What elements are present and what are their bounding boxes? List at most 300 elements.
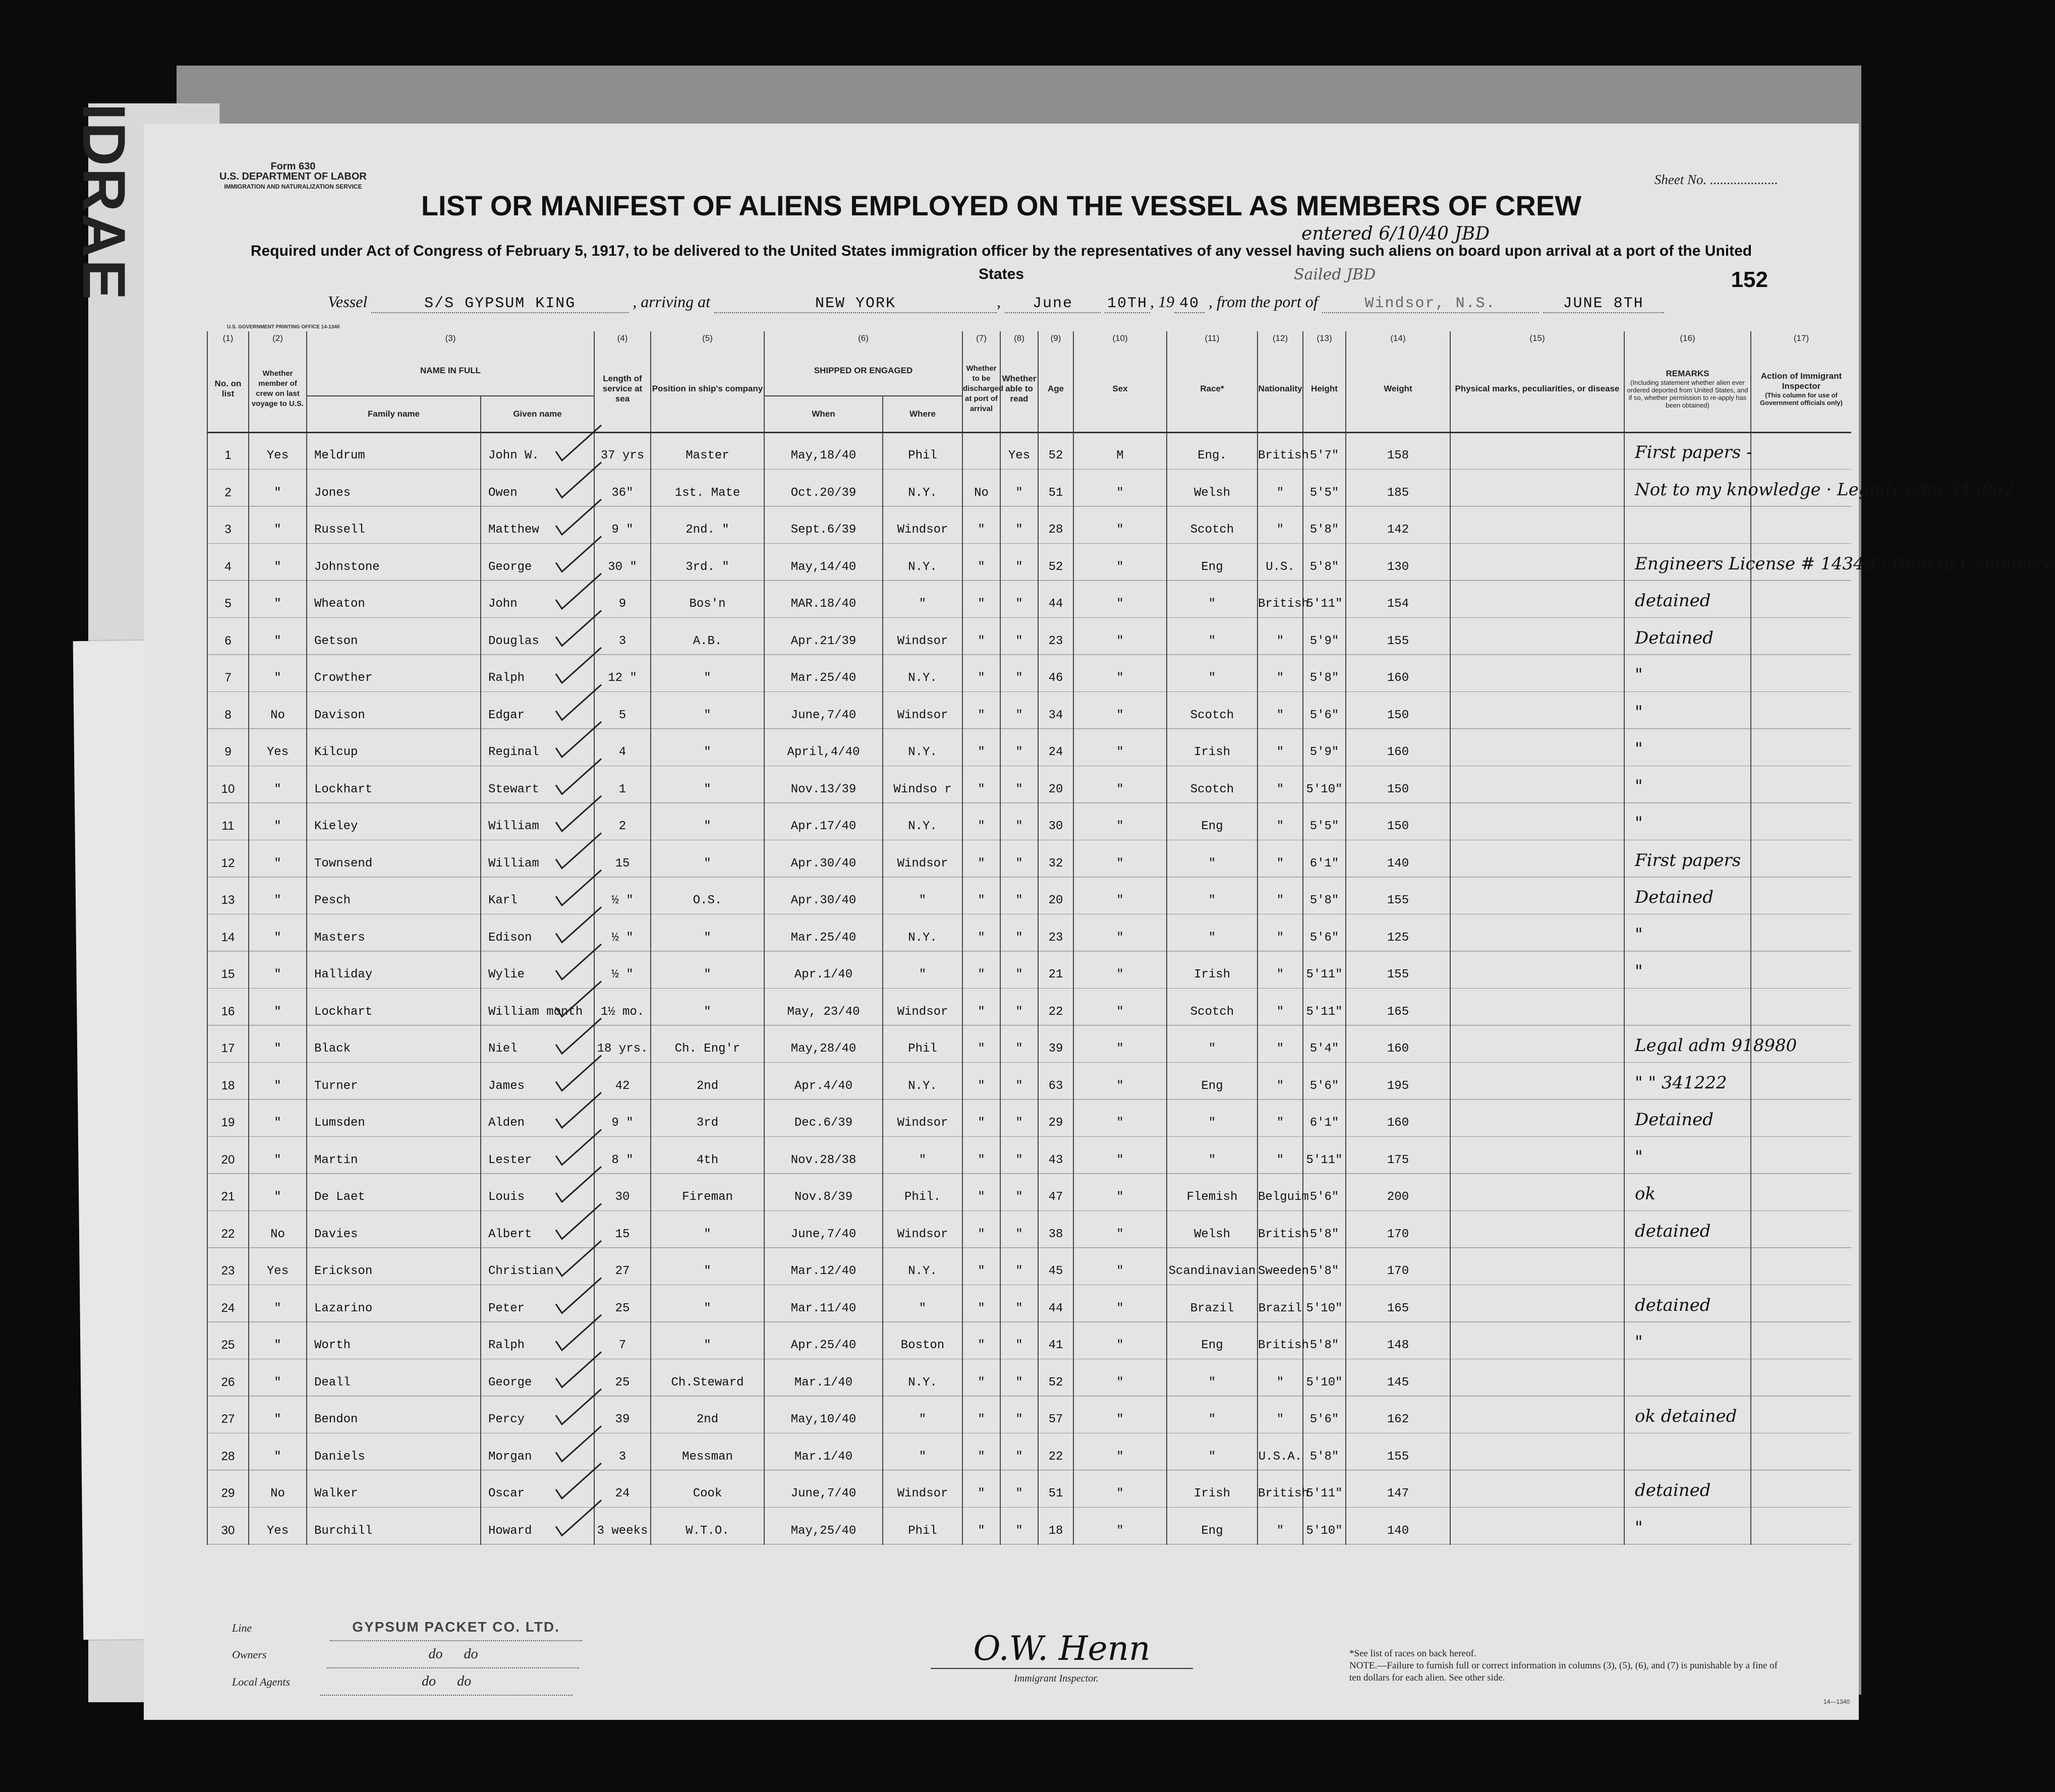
previous-voyage: " [249,1100,307,1137]
weight: 154 [1346,581,1450,618]
position: 2nd [651,1397,764,1434]
length-of-service: 36" [594,470,651,507]
height: 5'8" [1303,655,1346,692]
from-port: Windsor, N.S. [1322,295,1539,313]
age: 39 [1038,1026,1073,1063]
sex: " [1073,1322,1167,1360]
table-row [207,581,1851,618]
family-name: Wheaton [307,581,481,618]
remarks: " [1624,692,1751,729]
race: Eng. [1167,433,1258,470]
discharged: " [962,766,1000,803]
able-to-read: " [1000,655,1038,692]
row-number: 28 [207,1433,249,1471]
discharged: " [962,618,1000,655]
position: Ch. Eng'r [651,1026,764,1063]
family-name: Martin [307,1137,481,1174]
race: Brazil [1167,1285,1258,1322]
able-to-read: " [1000,766,1038,803]
weight: 195 [1346,1063,1450,1100]
sex: " [1073,1026,1167,1063]
remarks: detained [1624,1471,1751,1508]
row-number: 6 [207,618,249,655]
age: 30 [1038,803,1073,841]
height: 6'1" [1303,840,1346,878]
previous-voyage: " [249,989,307,1026]
inspector-action [1751,989,1851,1026]
length-of-service: 39 [594,1397,651,1434]
height: 5'7" [1303,433,1346,470]
inspector-action [1751,1433,1851,1471]
inspector-action [1751,1100,1851,1137]
table-row [207,1063,1851,1100]
engaged-where: " [883,952,962,989]
row-number: 18 [207,1063,249,1100]
given-name: Reginal [481,729,594,767]
height: 5'8" [1303,1433,1346,1471]
family-name: Bendon [307,1397,481,1434]
agents-value: do do [320,1668,573,1696]
height: 5'11" [1303,581,1346,618]
engaged-when: Mar.11/40 [764,1285,883,1322]
length-of-service: 1 [594,766,651,803]
position: Messman [651,1433,764,1471]
able-to-read: " [1000,1433,1038,1471]
discharged: " [962,1359,1000,1397]
inspector-action [1751,1397,1851,1434]
family-name: Erickson [307,1248,481,1286]
remarks: " [1624,729,1751,767]
col-num: (13) [1303,331,1346,345]
engaged-where: N.Y. [883,729,962,767]
nationality: " [1258,1026,1303,1063]
header-length-service: Length of service at sea [594,345,651,433]
length-of-service: 9 " [594,1100,651,1137]
race: Eng [1167,1063,1258,1100]
previous-voyage: " [249,840,307,878]
length-of-service: 3 [594,618,651,655]
family-name: Crowther [307,655,481,692]
column-number-row [207,331,1851,345]
height: 5'6" [1303,914,1346,952]
position: 1st. Mate [651,470,764,507]
header-member-last-voyage: Whether member of crew on last voyage to U.S. [249,345,307,433]
remarks: " [1624,952,1751,989]
table-row [207,803,1851,841]
header-name-in-full: NAME IN FULL [307,345,594,396]
position: " [651,655,764,692]
position: " [651,692,764,729]
position: " [651,952,764,989]
remarks: Not to my knowledge · Legally adm 345962 [1624,470,1751,507]
physical-marks [1450,1100,1624,1137]
engaged-where: N.Y. [883,1359,962,1397]
vessel-line: Vessel S/S GYPSUM KING , arriving at NEW YORK , June 10TH , 19 40 , from the port of Windsor, N.S. JUNE 8TH [328,293,1664,313]
form-number: Form 630 [270,161,316,172]
family-name: Pesch [307,878,481,915]
table-row [207,1433,1851,1471]
inspector-action [1751,1285,1851,1322]
previous-voyage: " [249,952,307,989]
nationality: British [1258,433,1303,470]
remarks: " [1624,914,1751,952]
position: Cook [651,1471,764,1508]
inspector-action [1751,1248,1851,1286]
row-number: 11 [207,803,249,841]
row-number: 27 [207,1397,249,1434]
engaged-where: Boston [883,1322,962,1360]
race: Welsh [1167,1211,1258,1248]
row-number: 22 [207,1211,249,1248]
nationality: " [1258,840,1303,878]
nationality: " [1258,914,1303,952]
discharged: " [962,1137,1000,1174]
nationality: " [1258,1359,1303,1397]
height: 6'1" [1303,1100,1346,1137]
remarks: " [1624,655,1751,692]
nationality: " [1258,1100,1303,1137]
age: 23 [1038,914,1073,952]
col-num: (11) [1167,331,1258,345]
engaged-when: Oct.20/39 [764,470,883,507]
physical-marks [1450,952,1624,989]
vessel-name: S/S GYPSUM KING [371,295,629,313]
length-of-service: 9 [594,581,651,618]
race: Scotch [1167,692,1258,729]
family-name: Black [307,1026,481,1063]
race: Welsh [1167,470,1258,507]
header-position: Position in ship's company [651,345,764,433]
remarks: " [1624,803,1751,841]
nationality: " [1258,1137,1303,1174]
physical-marks [1450,1471,1624,1508]
agents-field: Local Agents do do [232,1668,582,1696]
nationality: U.S. [1258,544,1303,581]
engaged-where: Windso r [883,766,962,803]
given-name: William month [481,989,594,1026]
inspector-action [1751,433,1851,470]
sex: " [1073,1248,1167,1286]
row-number: 2 [207,470,249,507]
race: " [1167,1359,1258,1397]
table-row [207,1508,1851,1545]
given-name: Ralph [481,655,594,692]
length-of-service: 8 " [594,1137,651,1174]
remarks: Detained [1624,618,1751,655]
given-name: Alden [481,1100,594,1137]
race: Scandinavian [1167,1248,1258,1286]
race: Eng [1167,544,1258,581]
able-to-read: " [1000,544,1038,581]
nationality: " [1258,1397,1303,1434]
col-num: (8) [1000,331,1038,345]
engaged-when: May, 23/40 [764,989,883,1026]
row-number: 10 [207,766,249,803]
engaged-where: Windsor [883,692,962,729]
length-of-service: 7 [594,1322,651,1360]
position: 2nd. " [651,507,764,544]
position: " [651,1248,764,1286]
nationality: U.S.A. [1258,1433,1303,1471]
given-name: Niel [481,1026,594,1063]
previous-voyage: " [249,766,307,803]
engaged-where: N.Y. [883,655,962,692]
row-number: 13 [207,878,249,915]
nationality: " [1258,507,1303,544]
height: 5'6" [1303,1397,1346,1434]
previous-voyage: " [249,1322,307,1360]
sex: " [1073,766,1167,803]
weight: 185 [1346,470,1450,507]
engaged-when: Mar.12/40 [764,1248,883,1286]
previous-voyage: " [249,1063,307,1100]
nationality: " [1258,470,1303,507]
footnote-fine: NOTE.—Failure to furnish full or correct information in columns (3), (5), (6), and (7) is punishable by a fine of ten dollars for each alien. See other side. [1349,1660,1778,1683]
table-row [207,1285,1851,1322]
page-subtitle: Required under Act of Congress of February 5, 1917, to be delivered to the United States immigration officer by the representatives of any vessel having such aliens on board upon arrival at a port of the United States [250,243,1752,282]
able-to-read: " [1000,952,1038,989]
race: Eng [1167,803,1258,841]
previous-voyage: " [249,914,307,952]
sex: " [1073,618,1167,655]
race: " [1167,1100,1258,1137]
sex: " [1073,1397,1167,1434]
remarks: " " 341222 [1624,1063,1751,1100]
weight: 165 [1346,1285,1450,1322]
remarks: " [1624,1508,1751,1545]
discharged: " [962,1397,1000,1434]
age: 52 [1038,433,1073,470]
remarks [1624,1248,1751,1286]
sex: " [1073,952,1167,989]
age: 22 [1038,989,1073,1026]
position: " [651,989,764,1026]
engaged-when: Mar.25/40 [764,655,883,692]
form-header [219,161,367,192]
discharged: " [962,1471,1000,1508]
engaged-where: Windsor [883,1471,962,1508]
arrival-day: 10TH [1105,295,1150,313]
height: 5'8" [1303,1322,1346,1360]
discharged: " [962,507,1000,544]
engaged-when: May,10/40 [764,1397,883,1434]
given-name: George [481,544,594,581]
nationality: Sweeden [1258,1248,1303,1286]
weight: 150 [1346,692,1450,729]
sex: " [1073,1285,1167,1322]
discharged: " [962,692,1000,729]
arriving-label: , arriving at [633,293,710,311]
length-of-service: 4 [594,729,651,767]
col-num: (3) [307,331,594,345]
length-of-service: 1½ mo. [594,989,651,1026]
able-to-read: " [1000,507,1038,544]
position: 2nd [651,1063,764,1100]
family-name: Masters [307,914,481,952]
length-of-service: 25 [594,1359,651,1397]
position: Bos'n [651,581,764,618]
race: Irish [1167,952,1258,989]
length-of-service: ½ " [594,914,651,952]
family-name: Lockhart [307,766,481,803]
remarks [1624,1433,1751,1471]
physical-marks [1450,1174,1624,1211]
discharged: " [962,655,1000,692]
table-row [207,729,1851,767]
department: U.S. DEPARTMENT OF LABOR [219,171,367,182]
table-row [207,618,1851,655]
discharged: " [962,1322,1000,1360]
action-title: Action of Immigrant Inspector [1760,371,1842,391]
family-name: Lockhart [307,989,481,1026]
header-discharged: Whether to be discharged at port of arrival [962,345,1000,433]
physical-marks [1450,581,1624,618]
remarks: ok [1624,1174,1751,1211]
col-num: (17) [1751,331,1851,345]
able-to-read: " [1000,840,1038,878]
col-num: (4) [594,331,651,345]
table-row [207,878,1851,915]
physical-marks [1450,1248,1624,1286]
col-num: (12) [1258,331,1303,345]
physical-marks [1450,729,1624,767]
able-to-read: " [1000,1397,1038,1434]
engaged-where: N.Y. [883,1063,962,1100]
age: 34 [1038,692,1073,729]
page-title: LIST OR MANIFEST OF ALIENS EMPLOYED ON THE VESSEL AS MEMBERS OF CREW [421,190,1582,221]
engaged-where: Windsor [883,840,962,878]
physical-marks [1450,655,1624,692]
nationality: " [1258,655,1303,692]
header-nationality: Nationality [1258,345,1303,433]
sheet-number-label: Sheet No. .................... [1654,172,1778,187]
inspector-action [1751,692,1851,729]
col-num: (15) [1450,331,1624,345]
previous-voyage: Yes [249,729,307,767]
able-to-read: " [1000,729,1038,767]
row-number: 26 [207,1359,249,1397]
engaged-where: Windsor [883,507,962,544]
table-row [207,1397,1851,1434]
given-name: Stewart [481,766,594,803]
sex: " [1073,1137,1167,1174]
inspector-action [1751,878,1851,915]
previous-voyage: " [249,618,307,655]
physical-marks [1450,433,1624,470]
engaged-where: Windsor [883,1100,962,1137]
col-num: (7) [962,331,1000,345]
position: 4th [651,1137,764,1174]
position: " [651,1211,764,1248]
sex: " [1073,803,1167,841]
header-remarks [1624,345,1751,433]
physical-marks [1450,840,1624,878]
physical-marks [1450,1285,1624,1322]
discharged: " [962,989,1000,1026]
height: 5'10" [1303,1359,1346,1397]
row-number: 21 [207,1174,249,1211]
physical-marks [1450,914,1624,952]
nationality: British [1258,581,1303,618]
height: 5'11" [1303,1471,1346,1508]
given-name: Percy [481,1397,594,1434]
engaged-where: " [883,1433,962,1471]
engaged-when: Nov.28/38 [764,1137,883,1174]
engaged-where: N.Y. [883,914,962,952]
sex: " [1073,1433,1167,1471]
physical-marks [1450,470,1624,507]
remarks: " [1624,766,1751,803]
engaged-when: Apr.4/40 [764,1063,883,1100]
sex: " [1073,1508,1167,1545]
row-number: 12 [207,840,249,878]
remarks: Engineers License # 143495 Dept of Commerce [1624,544,1751,581]
discharged: " [962,878,1000,915]
header-race: Race* [1167,345,1258,433]
row-number: 30 [207,1508,249,1545]
given-name: Lester [481,1137,594,1174]
row-number: 5 [207,581,249,618]
height: 5'11" [1303,989,1346,1026]
physical-marks [1450,1359,1624,1397]
able-to-read: " [1000,1211,1038,1248]
header-weight: Weight [1346,345,1450,433]
physical-marks [1450,1397,1624,1434]
previous-voyage: " [249,1397,307,1434]
physical-marks [1450,766,1624,803]
engaged-when: MAR.18/40 [764,581,883,618]
length-of-service: 24 [594,1471,651,1508]
row-number: 14 [207,914,249,952]
remarks-title: REMARKS [1666,368,1709,378]
remarks: Legal adm 918980 [1624,1026,1751,1063]
given-name: George [481,1359,594,1397]
previous-voyage: Yes [249,1508,307,1545]
position: W.T.O. [651,1508,764,1545]
weight: 160 [1346,1100,1450,1137]
header-height: Height [1303,345,1346,433]
length-of-service: 5 [594,692,651,729]
row-number: 4 [207,544,249,581]
physical-marks [1450,1322,1624,1360]
vessel-label: Vessel [328,293,368,311]
weight: 160 [1346,1026,1450,1063]
weight: 175 [1346,1137,1450,1174]
able-to-read: " [1000,1471,1038,1508]
previous-voyage: No [249,1211,307,1248]
sex: " [1073,581,1167,618]
engaged-when: May,18/40 [764,433,883,470]
header-row [207,345,1851,396]
weight: 162 [1346,1397,1450,1434]
given-name: Wylie [481,952,594,989]
previous-voyage: " [249,1137,307,1174]
race: " [1167,1397,1258,1434]
nationality: " [1258,878,1303,915]
engaged-where: Windsor [883,618,962,655]
sex: " [1073,470,1167,507]
engaged-when: Nov.8/39 [764,1174,883,1211]
given-name: Karl [481,878,594,915]
inspector-action [1751,1508,1851,1545]
header-when: When [764,396,883,433]
length-of-service: 15 [594,1211,651,1248]
race: " [1167,1026,1258,1063]
row-number: 9 [207,729,249,767]
engaged-where: N.Y. [883,1248,962,1286]
given-name: Peter [481,1285,594,1322]
engaged-where: Phil [883,433,962,470]
